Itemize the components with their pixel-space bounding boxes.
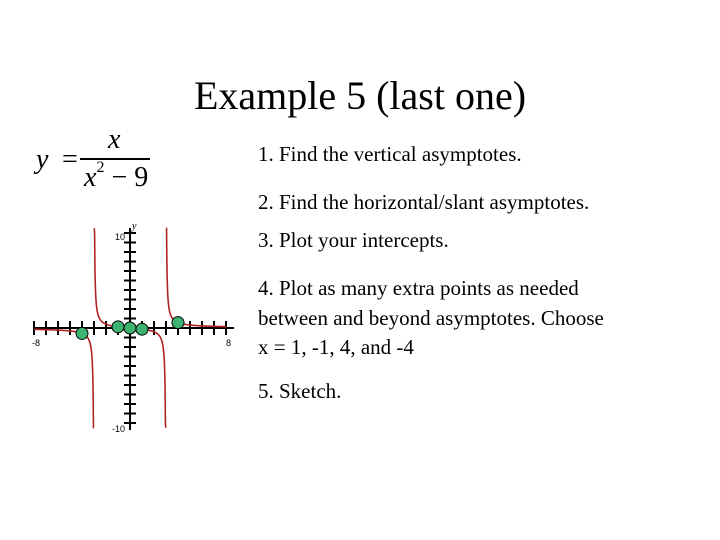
tick-label-right: 8 bbox=[226, 338, 232, 348]
plotted-point bbox=[76, 327, 88, 339]
curve-branch-1 bbox=[34, 329, 94, 427]
plotted-point bbox=[124, 322, 136, 334]
tick-label-left: -8 bbox=[32, 338, 41, 348]
step-4-line-1: 4. Plot as many extra points as needed bbox=[258, 276, 579, 300]
y-axis-label: y bbox=[132, 221, 137, 232]
denominator-exponent: 2 bbox=[96, 158, 105, 176]
step-5: 5. Sketch. bbox=[258, 379, 342, 403]
plotted-point bbox=[112, 321, 124, 333]
slide-title: Example 5 (last one) bbox=[193, 73, 527, 118]
step-3: 3. Plot your intercepts. bbox=[258, 228, 449, 252]
plotted-point bbox=[136, 323, 148, 335]
formula-numerator: x bbox=[108, 124, 121, 155]
formula-lhs: y bbox=[36, 144, 49, 175]
formula-equals: = bbox=[62, 144, 78, 175]
formula-denominator bbox=[84, 158, 149, 194]
tick-label-top: 10 bbox=[115, 232, 126, 242]
step-2: 2. Find the horizontal/slant asymptotes. bbox=[258, 190, 590, 214]
denominator-variable: x bbox=[84, 162, 97, 193]
plotted-point bbox=[172, 317, 184, 329]
step-4-line-2: between and beyond asymptotes. Choose bbox=[258, 306, 604, 330]
curve-branch-3 bbox=[166, 228, 226, 326]
denominator-rest: − 9 bbox=[104, 162, 149, 193]
step-4-line-3: x = 1, -1, 4, and -4 bbox=[258, 335, 414, 359]
tick-label-bottom: -10 bbox=[112, 424, 126, 434]
fraction-bar bbox=[80, 158, 150, 160]
function-graph bbox=[30, 218, 236, 438]
step-1: 1. Find the vertical asymptotes. bbox=[258, 142, 522, 166]
rational-function-formula bbox=[28, 124, 168, 198]
